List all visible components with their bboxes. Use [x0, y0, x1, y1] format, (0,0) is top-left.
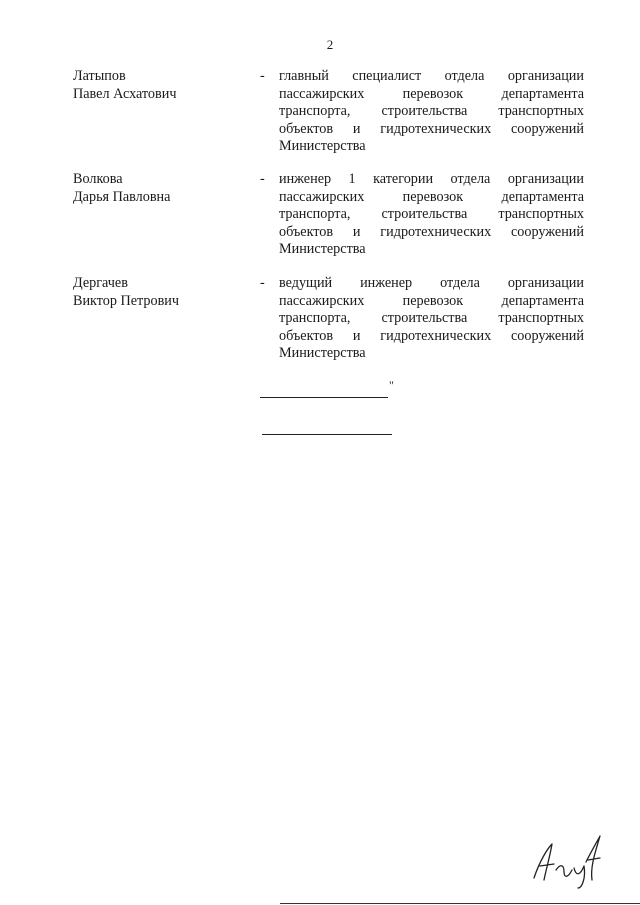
person-given-names: Дарья Павловна — [73, 188, 171, 205]
separator-line — [262, 434, 392, 435]
description-line: транспорта, строительства транспортных — [279, 310, 584, 326]
description-line: инженер 1 категории отдела организации — [279, 171, 584, 187]
description-line: пассажирских перевозок департамента — [279, 85, 584, 102]
position-description — [279, 275, 584, 363]
description-line: ведущий инженер отдела организации — [279, 275, 584, 291]
description-line: пассажирских перевозок департамента — [279, 292, 584, 309]
entry-dash: - — [260, 171, 265, 187]
entry-dash: - — [260, 68, 265, 84]
closing-quote: " — [389, 378, 394, 392]
person-name — [73, 68, 253, 103]
person-name — [73, 171, 253, 206]
description-line: транспорта, строительства транспортных — [279, 206, 584, 222]
person-surname: Латыпов — [73, 68, 126, 84]
position-description — [279, 171, 584, 259]
footer-rule — [280, 903, 640, 904]
page-number: 2 — [326, 37, 334, 52]
position-description — [279, 68, 584, 156]
description-line: объектов и гидротехнических сооружений — [279, 223, 584, 240]
description-line: пассажирских перевозок департамента — [279, 188, 584, 205]
description-line: объектов и гидротехнических сооружений — [279, 327, 584, 344]
entry-dash: - — [260, 275, 265, 291]
description-line: Министерства — [279, 345, 366, 361]
description-line: Министерства — [279, 138, 366, 154]
person-name — [73, 275, 253, 310]
signature — [530, 830, 610, 890]
description-line: объектов и гидротехнических сооружений — [279, 120, 584, 137]
blank-line — [260, 397, 388, 398]
signature-stroke — [534, 836, 600, 888]
person-given-names: Виктор Петрович — [73, 292, 180, 309]
description-line: главный специалист отдела организации — [279, 68, 584, 84]
description-line: транспорта, строительства транспортных — [279, 103, 584, 119]
person-given-names: Павел Асхатович — [73, 85, 177, 102]
description-line: Министерства — [279, 241, 366, 257]
person-surname: Дергачев — [73, 275, 128, 291]
person-surname: Волкова — [73, 171, 123, 187]
